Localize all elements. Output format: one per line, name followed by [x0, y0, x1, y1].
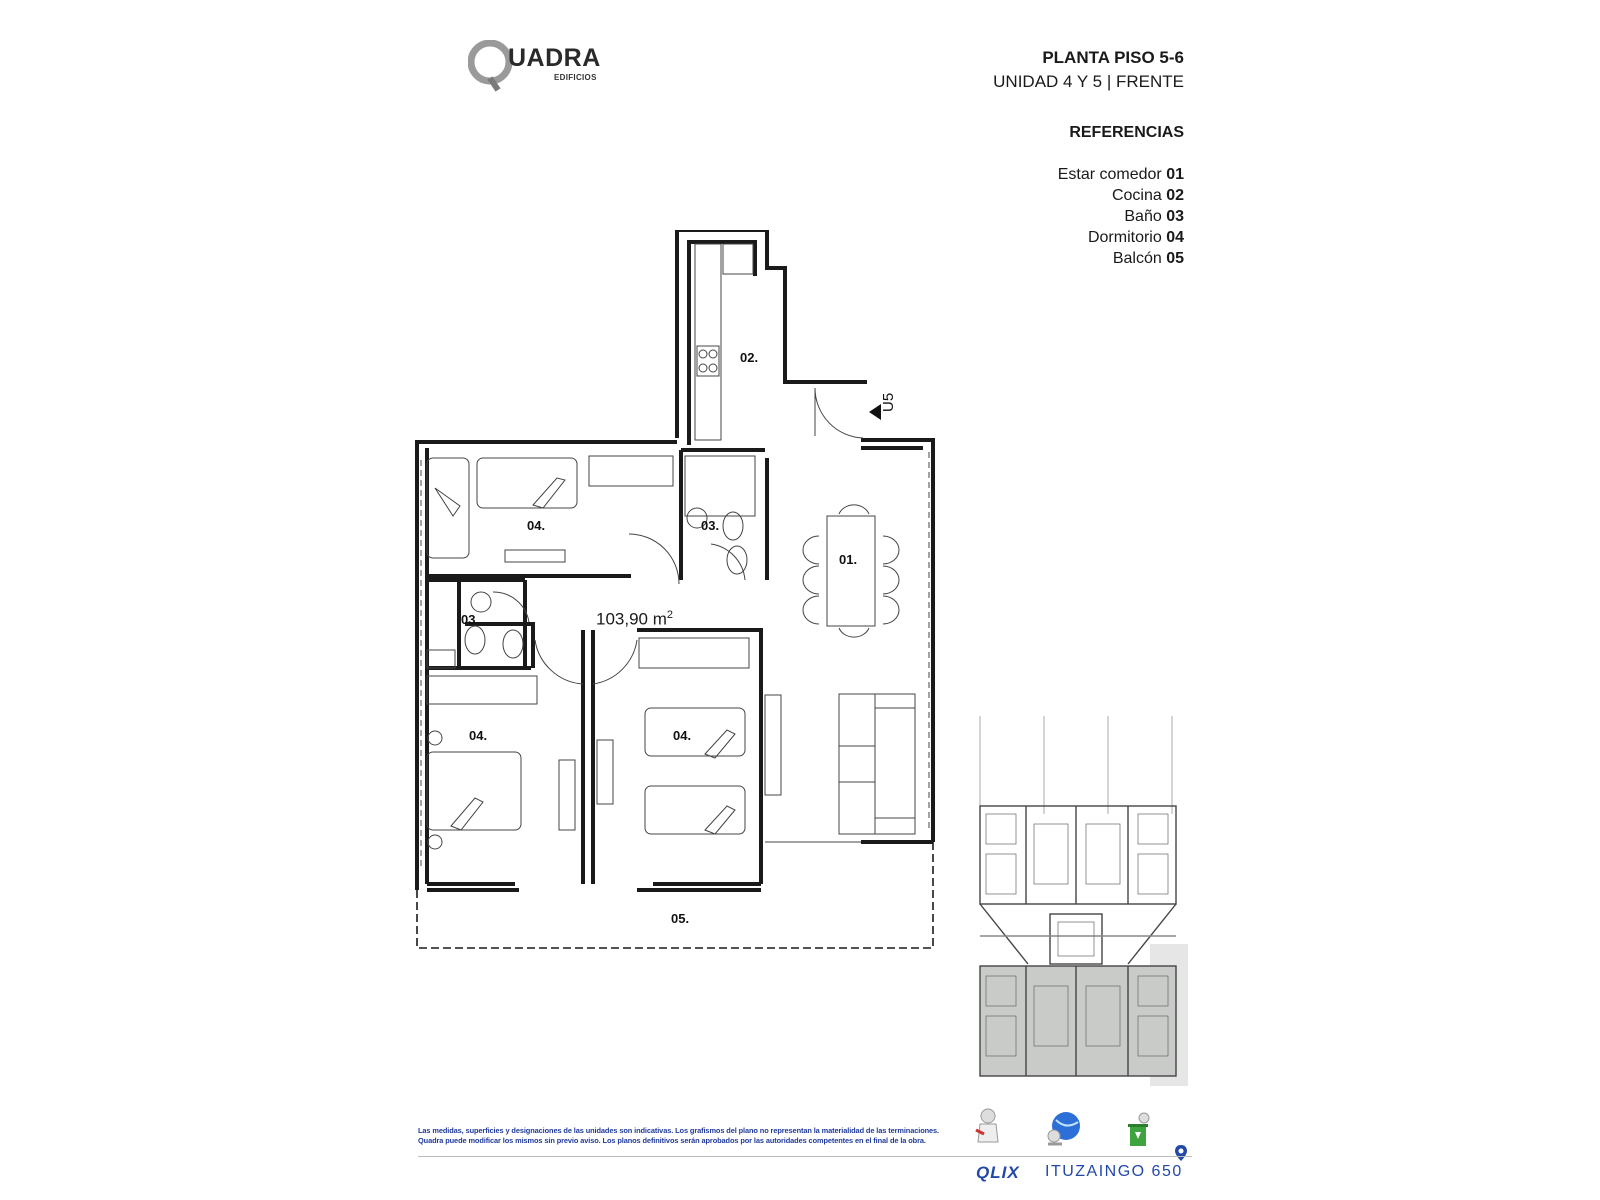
reference-item: Baño 03 — [1124, 208, 1184, 225]
room-label-bedroom-3: 04. — [673, 728, 692, 743]
page-title: PLANTA PISO 5-6 — [1042, 48, 1184, 67]
page-subtitle: UNIDAD 4 Y 5 | FRENTE — [993, 72, 1184, 91]
room-label-balcony: 05. — [671, 911, 690, 926]
room-label-bedroom-2: 04. — [469, 728, 488, 743]
room-label-kitchen: 02. — [740, 350, 759, 365]
reference-item: Balcón 05 — [1112, 250, 1184, 267]
logo-wordmark: UADRA — [508, 44, 601, 72]
reference-item: Estar comedor 01 — [1057, 166, 1184, 183]
reference-item: Dormitorio 04 — [1087, 229, 1184, 246]
unit-tag: U5 — [880, 392, 897, 412]
logo-subtitle: EDIFICIOS — [554, 73, 597, 82]
references-title: REFERENCIAS — [1069, 124, 1184, 141]
disclaimer: Las medidas, superficies y designaciones de las unidades son indicativas. Los grafismos del plano no representan la materialidad de las terminaciones. Quadra puede modificar los mismos sin previo aviso. Los planos definitivos serán aprobados por las autoridades competentes en el final de la obra. — [418, 1126, 940, 1145]
quadra-logo — [468, 40, 628, 96]
unit-area: 103,90 $m^2$ — [596, 609, 674, 629]
room-label-living: 01. — [839, 552, 858, 567]
recycle-bin-icon — [1126, 1112, 1156, 1148]
room-label-bath-1: 03. — [701, 518, 720, 533]
brand-name: QLIX — [976, 1163, 1020, 1182]
person-icon — [972, 1108, 1004, 1148]
project-address: ITUZAINGO 650 — [1045, 1163, 1183, 1180]
globe-icon — [1044, 1110, 1084, 1148]
reference-item: Cocina 02 — [1111, 187, 1184, 204]
footer-divider — [418, 1156, 1192, 1157]
room-label-bedroom-1: 04. — [527, 518, 546, 533]
key-plan — [978, 714, 1192, 1086]
floor-plan — [415, 230, 971, 982]
references-list — [1058, 164, 1184, 269]
room-label-bath-2: 03. — [461, 612, 480, 627]
location-pin-icon — [1174, 1144, 1188, 1162]
